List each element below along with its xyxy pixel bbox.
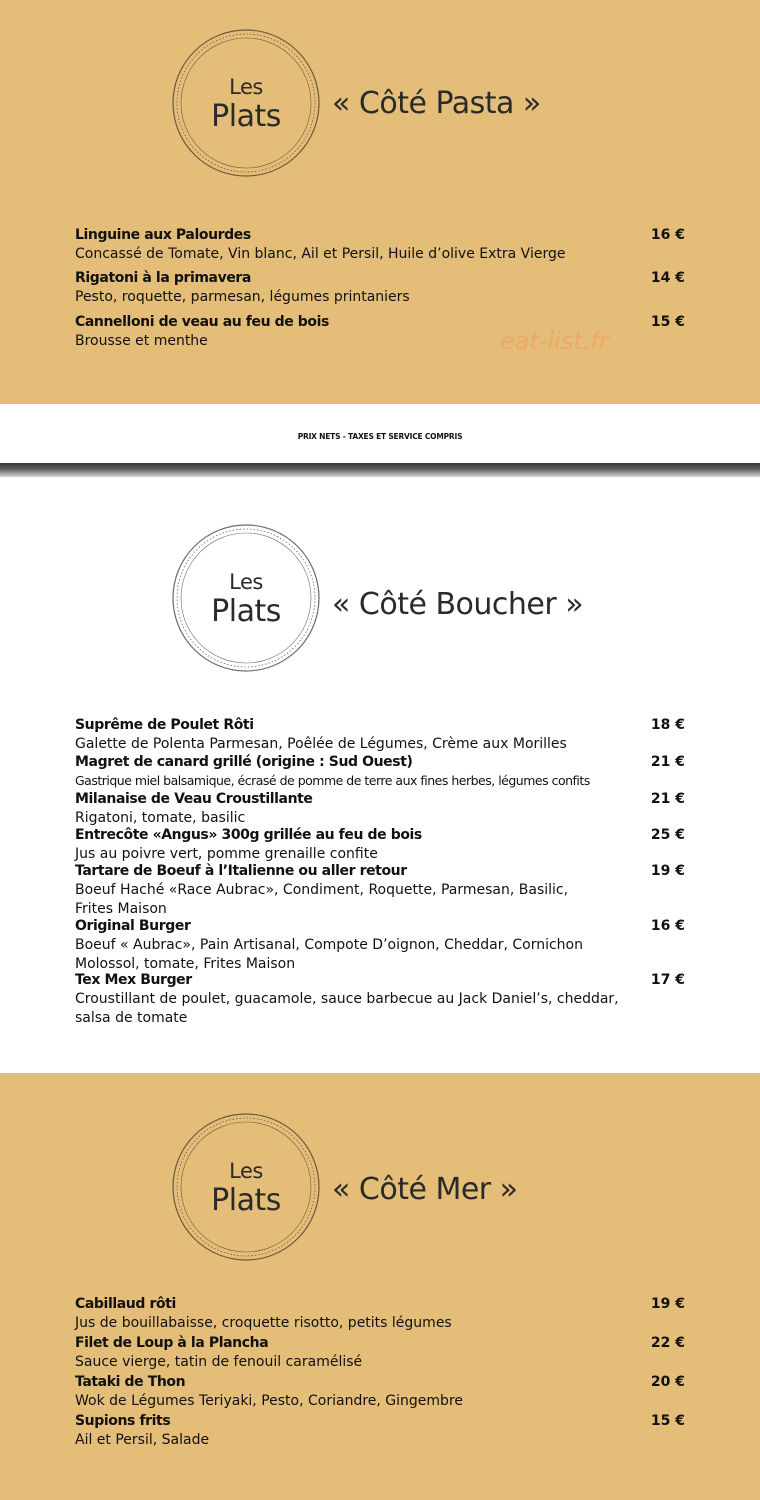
menu-item xyxy=(75,917,685,973)
item-price: 16 € xyxy=(650,227,685,243)
badge-plats: Plats xyxy=(211,594,281,629)
menu-item xyxy=(75,1412,685,1450)
item-name: Filet de Loup à la Plancha xyxy=(75,1335,269,1351)
section-title-mer: « Côté Mer » xyxy=(332,1172,518,1207)
item-name: Original Burger xyxy=(75,918,191,934)
item-description: Jus de bouillabaisse, croquette risotto, petits légumes xyxy=(75,1315,452,1331)
menu-item xyxy=(75,226,685,264)
item-description: Galette de Polenta Parmesan, Poêlée de Légumes, Crème aux Morilles xyxy=(75,736,567,752)
page-divider xyxy=(0,463,760,477)
menu-item xyxy=(75,269,685,307)
item-description: Boeuf « Aubrac», Pain Artisanal, Compote D’oignon, Cheddar, Cornichon Molossol, tomate, Frites Maison xyxy=(75,937,583,972)
menu-item xyxy=(75,716,685,754)
item-description: Concassé de Tomate, Vin blanc, Ail et Persil, Huile d’olive Extra Vierge xyxy=(75,246,566,262)
item-price: 16 € xyxy=(650,918,685,934)
item-price: 22 € xyxy=(650,1335,685,1351)
price-note: PRIX NETS - TAXES ET SERVICE COMPRIS xyxy=(297,432,463,441)
item-price: 18 € xyxy=(650,717,685,733)
menu-item xyxy=(75,1295,685,1333)
item-description: Sauce vierge, tatin de fenouil caramélisé xyxy=(75,1354,363,1370)
badge-les: Les xyxy=(229,75,263,99)
item-name: Cabillaud rôti xyxy=(75,1296,176,1312)
item-description: Rigatoni, tomate, basilic xyxy=(75,810,246,826)
les-plats-badge xyxy=(170,27,322,179)
item-price: 17 € xyxy=(650,972,685,988)
item-price: 15 € xyxy=(650,1413,685,1429)
item-name: Milanaise de Veau Croustillante xyxy=(75,791,313,807)
menu-item xyxy=(75,1334,685,1372)
item-description: Gastrique miel balsamique, écrasé de pomme de terre aux fines herbes, légumes confits xyxy=(75,773,590,788)
section-mer xyxy=(0,1073,760,1500)
item-name: Tartare de Boeuf à l’Italienne ou aller retour xyxy=(75,863,407,879)
item-name: Linguine aux Palourdes xyxy=(75,227,251,243)
item-description: Boeuf Haché «Race Aubrac», Condiment, Roquette, Parmesan, Basilic, Frites Maison xyxy=(75,882,569,917)
item-description: Wok de Légumes Teriyaki, Pesto, Coriandre, Gingembre xyxy=(75,1393,464,1409)
item-name: Supions frits xyxy=(75,1413,171,1429)
item-name: Cannelloni de veau au feu de bois xyxy=(75,314,329,330)
item-name: Tataki de Thon xyxy=(75,1374,186,1390)
menu-item xyxy=(75,1373,685,1411)
section-title-boucher: « Côté Boucher » xyxy=(332,587,584,622)
item-description: Croustillant de poulet, guacamole, sauce barbecue au Jack Daniel’s, cheddar, salsa de tomate xyxy=(75,991,619,1026)
item-name: Magret de canard grillé (origine : Sud Ouest) xyxy=(75,754,413,770)
item-price: 20 € xyxy=(650,1374,685,1390)
item-price: 14 € xyxy=(650,270,685,286)
item-name: Tex Mex Burger xyxy=(75,972,192,988)
les-plats-badge xyxy=(170,522,322,674)
badge-les: Les xyxy=(229,570,263,594)
section-title-pasta: « Côté Pasta » xyxy=(332,86,541,121)
menu-item xyxy=(75,862,685,918)
item-description: Pesto, roquette, parmesan, légumes printaniers xyxy=(75,289,410,305)
item-price: 25 € xyxy=(650,827,685,843)
item-description: Jus au poivre vert, pomme grenaille confite xyxy=(75,846,378,862)
les-plats-badge xyxy=(170,1111,322,1263)
item-description: Brousse et menthe xyxy=(75,333,208,349)
section-pasta xyxy=(0,0,760,404)
item-price: 19 € xyxy=(650,863,685,879)
badge-plats: Plats xyxy=(211,99,281,134)
badge-les: Les xyxy=(229,1159,263,1183)
menu-item xyxy=(75,790,685,828)
item-price: 15 € xyxy=(650,314,685,330)
watermark: eat-list.fr xyxy=(500,327,609,355)
item-name: Suprême de Poulet Rôti xyxy=(75,717,254,733)
item-name: Entrecôte «Angus» 300g grillée au feu de bois xyxy=(75,827,422,843)
item-name: Rigatoni à la primavera xyxy=(75,270,251,286)
item-description: Ail et Persil, Salade xyxy=(75,1432,210,1448)
menu-item xyxy=(75,826,685,864)
badge-plats: Plats xyxy=(211,1183,281,1218)
item-price: 21 € xyxy=(650,791,685,807)
menu-item xyxy=(75,971,685,1027)
menu-item xyxy=(75,753,685,791)
item-price: 19 € xyxy=(650,1296,685,1312)
item-price: 21 € xyxy=(650,754,685,770)
